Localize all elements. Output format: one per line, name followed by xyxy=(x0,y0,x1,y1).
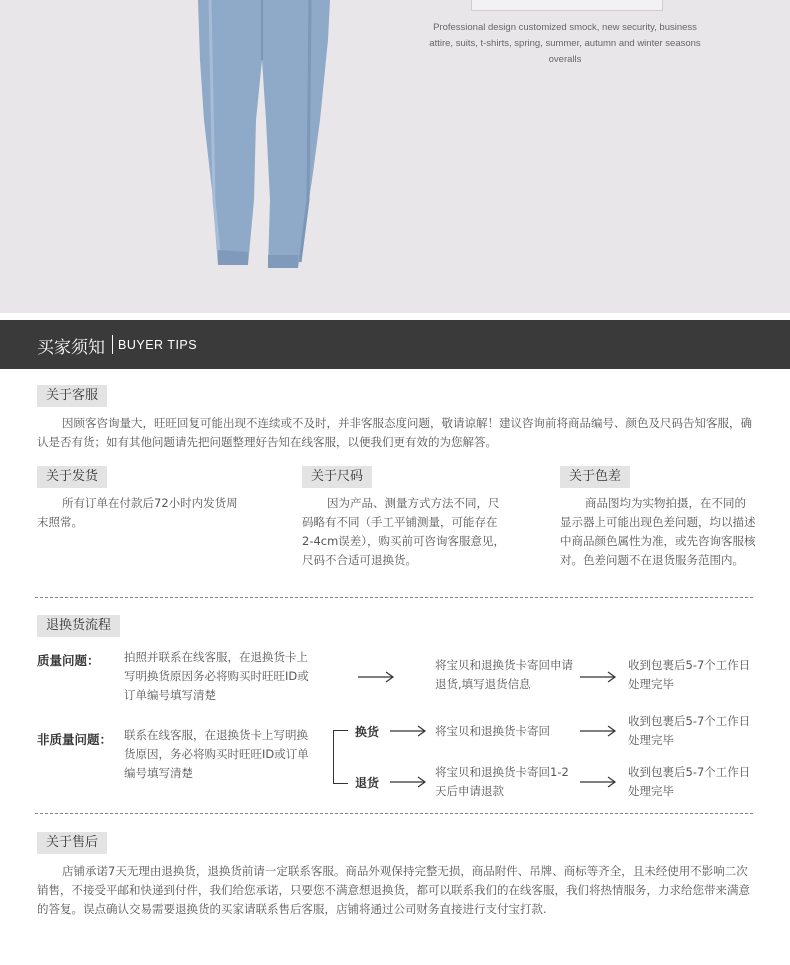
shipping-text: 所有订单在付款后72小时内发货周末照常。 xyxy=(37,496,238,529)
blue-work-pants-image xyxy=(190,0,350,272)
arrow-icon xyxy=(580,725,618,737)
quality-issue-label: 质量问题： xyxy=(37,653,100,668)
refund-label: 退货 xyxy=(355,776,380,790)
product-photo xyxy=(0,0,790,313)
buyer-tips-subtitle: BUYER TIPS xyxy=(118,338,198,352)
section-divider xyxy=(35,813,753,814)
exchange-result: 收到包裹后5-7个工作日处理完毕 xyxy=(628,714,751,747)
section-divider xyxy=(35,597,753,598)
exchange-step: 将宝贝和退换货卡寄回 xyxy=(435,724,550,738)
shipping-heading: 关于发货 xyxy=(37,466,107,488)
arrow-icon xyxy=(358,671,396,683)
arrow-icon xyxy=(580,776,618,788)
quality-step: 将宝贝和退换货卡寄回申请退货,填写退货信息 xyxy=(435,658,573,691)
caption-frame xyxy=(471,0,663,11)
hero-caption: Professional design customized smock, new security, business attire, suits, t-shirts, spring, summer, autumn and winter seasons overalls xyxy=(429,22,701,65)
after-sales-heading: 关于售后 xyxy=(37,832,107,854)
size-heading: 关于尺码 xyxy=(302,466,372,488)
color-text: 商品图均为实物拍摄，在不同的显示器上可能出现色差问题，均以描述中商品颜色属性为准，或先咨询客服核对。色差问题不在退货服务范围内。 xyxy=(560,496,756,567)
refund-result: 收到包裹后5-7个工作日处理完毕 xyxy=(628,765,751,798)
arrow-icon xyxy=(390,776,428,788)
title-divider xyxy=(112,335,113,354)
non-quality-issue-desc: 联系在线客服，在退换货卡上写明换货原因，务必将购买时旺旺ID或订单编号填写清楚 xyxy=(124,728,309,780)
refund-step: 将宝贝和退换货卡寄回1-2天后申请退款 xyxy=(435,765,569,798)
buyer-tips-title: 买家须知 xyxy=(37,338,105,358)
quality-result: 收到包裹后5-7个工作日处理完毕 xyxy=(628,658,751,691)
non-quality-issue-label: 非质量问题： xyxy=(37,732,113,747)
process-bracket xyxy=(333,730,348,784)
customer-service-heading: 关于客服 xyxy=(37,385,107,407)
exchange-label: 换货 xyxy=(355,725,380,739)
returns-heading: 退换货流程 xyxy=(37,615,120,637)
after-sales-text: 店铺承诺7天无理由退换货，退换货前请一定联系客服。商品外观保持完整无损，商品附件、吊牌、商标等齐全，且未经使用不影响二次销售，不接受平邮和快递到付件，我们给您承诺，只要您不满意想退换货，都可以联系我们的在线客服，我们将热情服务，力求给您带来满意的答复。误点确认交易需要退换货的买家请联系售后客服，店铺将通过公司财务直接进行支付宝打款. xyxy=(37,864,750,916)
customer-service-text: 因顾客咨询量大，旺旺回复可能出现不连续或不及时，并非客服态度问题，敬请谅解！建议咨询前将商品编号、颜色及尺码告知客服，确认是否有货；如有其他问题请先把问题整理好告知在线客服，以便我们更有效的为您解答。 xyxy=(37,416,752,449)
color-heading: 关于色差 xyxy=(560,466,630,488)
size-text: 因为产品、测量方式方法不同，尺码略有不同（手工平铺测量，可能存在2-4cm误差），购买前可咨询客服意见，尺码不合适可退换货。 xyxy=(302,496,506,567)
arrow-icon xyxy=(390,725,428,737)
arrow-icon xyxy=(580,671,618,683)
quality-issue-desc: 拍照并联系在线客服，在退换货卡上写明换货原因务必将购买时旺旺ID或订单编号填写清楚 xyxy=(124,650,309,702)
